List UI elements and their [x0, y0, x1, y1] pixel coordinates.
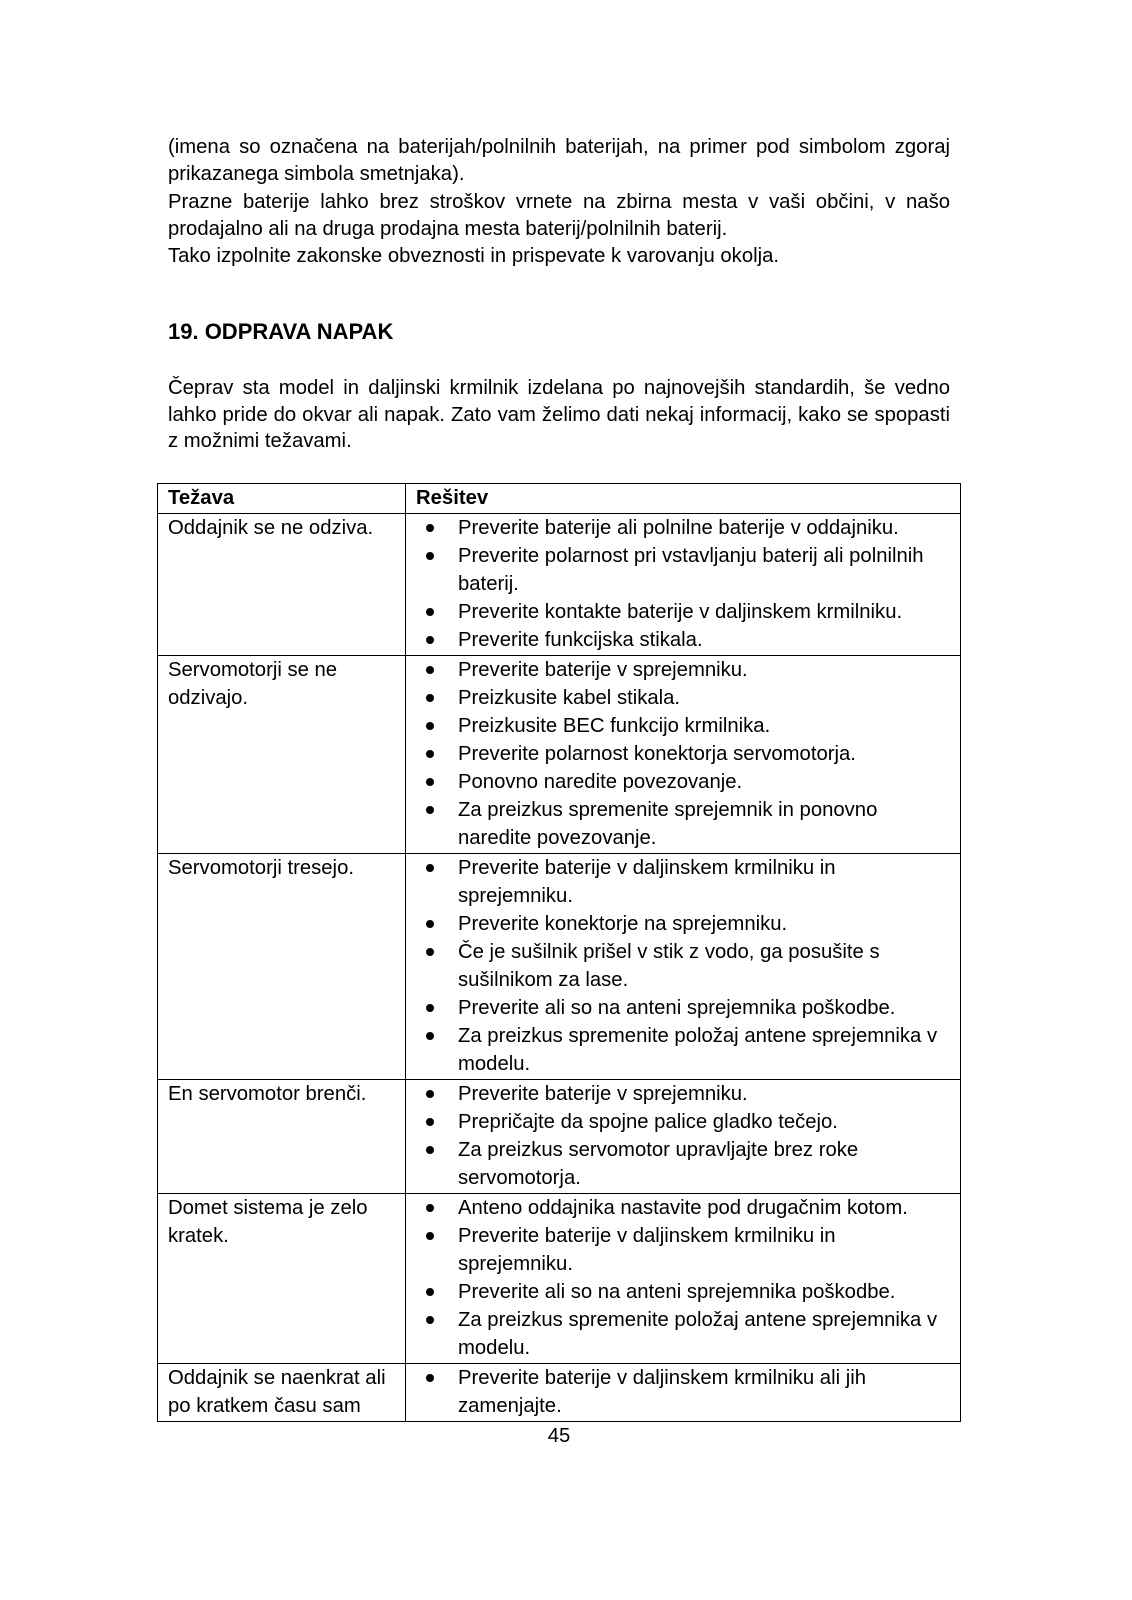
solution-item	[416, 910, 950, 938]
bullet-icon	[426, 666, 434, 674]
intro-text	[168, 134, 950, 270]
bullet-icon	[426, 722, 434, 730]
solution-item	[416, 1136, 950, 1192]
problem-text-line: Servomotorji tresejo.	[168, 857, 354, 879]
solution-text-line: Preverite baterije v sprejemniku.	[458, 1083, 748, 1105]
solution-list	[416, 854, 950, 1078]
paragraph-line: prodajalno ali na druga prodajna mesta baterij/polnilnih baterij.	[168, 217, 728, 240]
solution-list	[416, 1194, 950, 1362]
paragraph-line: Tako izpolnite zakonske obveznosti in prispevate k varovanju okolja.	[168, 245, 780, 267]
troubleshooting-table	[157, 483, 961, 1422]
bullet-icon	[426, 1288, 434, 1296]
bullet-icon	[426, 1204, 434, 1212]
solution-item	[416, 740, 950, 768]
solution-text-line: sprejemniku.	[458, 1253, 573, 1275]
solution-text-line: Za preizkus spremenite položaj antene sprejemnika v	[458, 1025, 938, 1047]
bullet-icon	[426, 864, 434, 872]
solution-cell	[406, 854, 961, 1080]
solution-item	[416, 854, 950, 910]
solution-item	[416, 1364, 950, 1420]
solution-text-line: Anteno oddajnika nastavite pod drugačnim kotom.	[458, 1197, 908, 1219]
solution-item	[416, 684, 950, 712]
solution-item	[416, 1278, 950, 1306]
paragraph	[168, 375, 950, 455]
header-label-solution: Rešitev	[416, 487, 489, 509]
section-heading: 19. ODPRAVA NAPAK	[168, 319, 394, 344]
solution-item	[416, 1194, 950, 1222]
problem-text-line: Oddajnik se naenkrat ali	[168, 1367, 386, 1389]
solution-item	[416, 542, 950, 598]
solution-text-line: Za preizkus servomotor upravljajte brez roke	[458, 1139, 859, 1161]
solution-item	[416, 598, 950, 626]
table-body	[158, 514, 961, 1422]
solution-text-line: Ponovno naredite povezovanje.	[458, 771, 743, 793]
solution-list	[416, 514, 950, 654]
solution-text-line: Za preizkus spremenite položaj antene sprejemnika v	[458, 1309, 938, 1331]
solution-item	[416, 1306, 950, 1362]
paragraph	[168, 134, 950, 189]
solution-text-line: zamenjajte.	[458, 1395, 562, 1417]
solution-text-line: sprejemniku.	[458, 885, 573, 907]
solution-text-line: baterij.	[458, 573, 519, 595]
paragraph	[168, 189, 950, 244]
paragraph-line: prikazanega simbola smetnjaka).	[168, 163, 465, 186]
solution-text-line: Preverite polarnost konektorja servomotorja.	[458, 743, 856, 765]
solution-list	[416, 1080, 950, 1192]
solution-text-line: servomotorja.	[458, 1167, 581, 1189]
solution-item	[416, 514, 950, 542]
bullet-icon	[426, 524, 434, 532]
bullet-icon	[426, 920, 434, 928]
paragraph-line: lahko pride do okvar ali napak. Zato vam želimo dati nekaj informacij, kako se spopasti	[168, 403, 950, 426]
problem-cell	[158, 656, 406, 854]
solution-text-line: Preverite ali so na anteni sprejemnika poškodbe.	[458, 1281, 896, 1303]
paragraph	[168, 243, 950, 270]
solution-text-line: Prepričajte da spojne palice gladko tečejo.	[458, 1111, 838, 1133]
solution-text-line: Preverite kontakte baterije v daljinskem krmilniku.	[458, 601, 903, 623]
solution-item	[416, 994, 950, 1022]
solution-text-line: Preverite polarnost pri vstavljanju baterij ali polnilnih	[458, 545, 924, 567]
solution-cell	[406, 656, 961, 854]
problem-text-line: Servomotorji se ne	[168, 659, 338, 681]
solution-list	[416, 1364, 950, 1420]
problem-text-line: Oddajnik se ne odziva.	[168, 517, 374, 539]
solution-item	[416, 626, 950, 654]
solution-text-line: Preizkusite BEC funkcijo krmilnika.	[458, 715, 771, 737]
solution-text-line: naredite povezovanje.	[458, 827, 657, 849]
paragraph-line: z možnimi težavami.	[168, 430, 352, 453]
bullet-icon	[426, 750, 434, 758]
table-row	[158, 1364, 961, 1422]
problem-text-line: po kratkem času sam	[168, 1395, 361, 1417]
table-row	[158, 1080, 961, 1194]
problem-text-line: odzivajo.	[168, 687, 249, 709]
bullet-icon	[426, 1146, 434, 1154]
problem-cell	[158, 1364, 406, 1422]
solution-text-line: Preverite ali so na anteni sprejemnika poškodbe.	[458, 997, 896, 1019]
solution-cell	[406, 1194, 961, 1364]
solution-item	[416, 1222, 950, 1278]
problem-cell	[158, 514, 406, 656]
paragraph-line: Prazne baterije lahko brez stroškov vrnete na zbirna mesta v vaši občini, v našo	[168, 190, 950, 213]
table-row	[158, 656, 961, 854]
bullet-icon	[426, 1374, 434, 1382]
solution-item	[416, 1022, 950, 1078]
bullet-icon	[426, 1232, 434, 1240]
solution-text-line: Preizkusite kabel stikala.	[458, 687, 681, 709]
bullet-icon	[426, 778, 434, 786]
bullet-icon	[426, 1032, 434, 1040]
solution-item	[416, 938, 950, 994]
paragraph-line: Čeprav sta model in daljinski krmilnik izdelana po najnovejših standardih, še vedno	[168, 377, 950, 399]
solution-text-line: sušilnikom za lase.	[458, 969, 629, 991]
solution-text-line: Preverite baterije v daljinskem krmilniku in	[458, 857, 836, 879]
paragraph-line: (imena so označena na baterijah/polnilnih baterijah, na primer pod simbolom zgoraj	[168, 136, 950, 158]
solution-text-line: Preverite baterije ali polnilne baterije v oddajniku.	[458, 517, 899, 539]
header-label-problem: Težava	[168, 487, 235, 509]
table-row	[158, 854, 961, 1080]
problem-text-line: kratek.	[168, 1225, 229, 1247]
bullet-icon	[426, 552, 434, 560]
problem-text-line: Domet sistema je zelo	[168, 1197, 368, 1219]
solution-item	[416, 796, 950, 852]
table-header-row	[158, 484, 961, 514]
problem-cell	[158, 1194, 406, 1364]
bullet-icon	[426, 806, 434, 814]
solution-text-line: Preverite baterije v daljinskem krmilniku ali jih	[458, 1367, 867, 1389]
solution-text-line: modelu.	[458, 1337, 531, 1359]
table-row	[158, 1194, 961, 1364]
bullet-icon	[426, 694, 434, 702]
page-number: 45	[547, 1425, 571, 1447]
bullet-icon	[426, 948, 434, 956]
problem-cell	[158, 854, 406, 1080]
bullet-icon	[426, 608, 434, 616]
solution-text-line: Preverite baterije v sprejemniku.	[458, 659, 748, 681]
problem-text-line: En servomotor brenči.	[168, 1083, 367, 1105]
solution-item	[416, 712, 950, 740]
solution-text-line: Za preizkus spremenite sprejemnik in ponovno	[458, 799, 878, 821]
bullet-icon	[426, 1004, 434, 1012]
solution-item	[416, 656, 950, 684]
bullet-icon	[426, 1090, 434, 1098]
header-cell-problem	[158, 484, 406, 514]
solution-cell	[406, 1364, 961, 1422]
bullet-icon	[426, 1316, 434, 1324]
header-cell-solution	[406, 484, 961, 514]
section-intro-text	[168, 375, 950, 455]
solution-item	[416, 1108, 950, 1136]
solution-text-line: Preverite funkcijska stikala.	[458, 629, 703, 651]
table-row	[158, 514, 961, 656]
solution-text-line: Preverite baterije v daljinskem krmilniku in	[458, 1225, 836, 1247]
bullet-icon	[426, 636, 434, 644]
solution-item	[416, 768, 950, 796]
solution-text-line: Preverite konektorje na sprejemniku.	[458, 913, 788, 935]
solution-list	[416, 656, 950, 852]
solution-item	[416, 1080, 950, 1108]
problem-cell	[158, 1080, 406, 1194]
solution-cell	[406, 1080, 961, 1194]
bullet-icon	[426, 1118, 434, 1126]
solution-text-line: Če je sušilnik prišel v stik z vodo, ga posušite s	[458, 941, 880, 963]
solution-cell	[406, 514, 961, 656]
solution-text-line: modelu.	[458, 1053, 531, 1075]
